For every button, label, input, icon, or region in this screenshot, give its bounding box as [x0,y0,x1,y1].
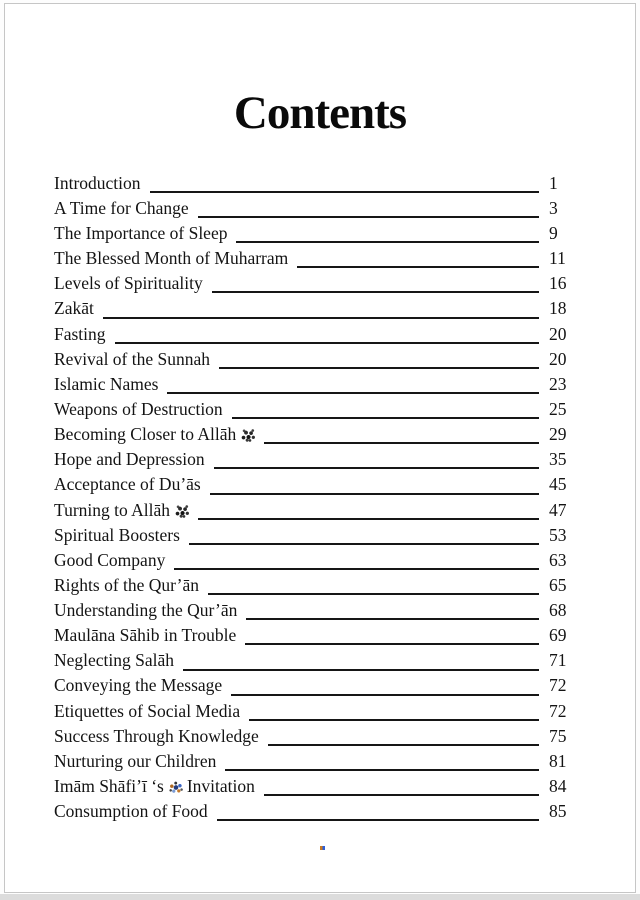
toc-row [54,774,575,799]
toc-entry-title: Becoming Closer to Allāh [54,422,255,447]
leader-line [198,216,539,218]
toc-row [54,397,575,422]
toc-row [54,447,575,472]
page-title: Contents [233,87,407,139]
page-number: 29 [549,424,567,445]
page-bottom-edge [0,894,640,900]
toc-entry-title: Weapons of Destruction [54,398,223,419]
page-number: 65 [549,574,567,595]
page-number: 45 [549,474,567,495]
toc-entry-title: Introduction [54,172,141,193]
toc-row [54,372,575,397]
page-number: 23 [549,373,567,394]
leader-line [231,694,539,696]
page-number: 16 [549,273,567,294]
page-number: 47 [549,499,567,520]
leader-line [167,392,539,394]
toc-row [54,749,575,774]
toc-row [54,246,575,271]
toc-row [54,221,575,246]
toc-row [54,623,575,648]
rahimahullah-honorific-icon [169,781,183,794]
page-number: 75 [549,725,567,746]
leader-line [245,643,539,645]
leader-line [297,266,539,268]
page-number: 20 [549,323,567,344]
toc-entry-title: Conveying the Message [54,675,223,696]
toc-entry-title: Good Company [54,549,166,570]
toc-entry-title: Islamic Names [54,373,159,394]
leader-line [174,568,539,570]
leader-line [214,467,539,469]
leader-line [189,543,539,545]
toc-row [54,799,575,824]
toc-entry-title: Understanding the Qur’ān [54,600,238,621]
page-number: 25 [549,398,567,419]
leader-line [183,669,539,671]
toc-row [54,523,575,548]
jalla-jalaluhu-honorific-icon [175,505,189,518]
toc-row [54,724,575,749]
page-number: 35 [549,449,567,470]
leader-line [225,769,539,771]
toc-row [54,347,575,372]
toc-row [54,699,575,724]
toc-entry-title: A Time for Change [54,197,189,218]
toc-entry-title: Imām Shāfi’ī ‘s Invitation [54,776,255,797]
toc-entry-title: Hope and Depression [54,449,205,470]
toc-row [54,548,575,573]
toc-entry-title-after: Invitation [186,776,255,797]
page [4,3,636,893]
page-number: 3 [549,197,558,218]
toc-entry-title: Neglecting Salāh [54,650,175,671]
toc-row [54,674,575,699]
leader-line [264,794,539,796]
toc-entry-title: Consumption of Food [54,801,208,822]
toc-row [54,648,575,673]
toc-entry-title: The Blessed Month of Muharram [54,248,289,269]
page-number: 84 [549,776,567,797]
toc-entry-title: Maulāna Sāhib in Trouble [54,625,237,646]
toc-entry-title: Zakāt [54,298,94,319]
toc-entry-title: Spiritual Boosters [54,524,180,545]
page-number: 69 [549,625,567,646]
page-number: 85 [549,801,567,822]
toc-row [54,498,575,523]
toc-row [54,598,575,623]
leader-line [212,291,539,293]
page-number: 72 [549,675,567,696]
toc-row [54,196,575,221]
leader-line [264,442,539,444]
page-number: 68 [549,600,567,621]
page-number: 63 [549,549,567,570]
page-number: 81 [549,750,567,771]
leader-line [150,191,539,193]
toc-row [54,296,575,321]
page-number: 1 [549,172,558,193]
leader-line [232,417,539,419]
leader-line [219,367,539,369]
toc-row [54,171,575,196]
page-number: 71 [549,650,567,671]
leader-line [103,317,539,319]
toc-row [54,472,575,497]
toc-row [54,573,575,598]
toc-entry-title: Fasting [54,323,106,344]
page-number: 11 [549,248,566,269]
leader-line [268,744,539,746]
toc-entry-title: Revival of the Sunnah [54,348,211,369]
toc-entry-title: Rights of the Qur’ān [54,574,199,595]
toc-list [5,171,635,825]
footer-ornament-icon [320,846,325,850]
toc-entry-title: Etiquettes of Social Media [54,700,241,721]
toc-row [54,271,575,296]
toc-entry-title: Turning to Allāh [54,498,189,523]
leader-line [208,593,539,595]
toc-entry-title: Acceptance of Du’ās [54,474,201,495]
page-number: 20 [549,348,567,369]
leader-line [210,493,539,495]
leader-line [217,819,539,821]
leader-line [249,719,539,721]
leader-line [246,618,539,620]
jalla-jalaluhu-honorific-icon [241,429,255,442]
toc-row [54,322,575,347]
page-number: 53 [549,524,567,545]
leader-line [198,518,539,520]
leader-line [236,241,539,243]
page-number: 72 [549,700,567,721]
page-number: 18 [549,298,567,319]
toc-entry-title: The Importance of Sleep [54,222,228,243]
toc-entry-title: Success Through Knowledge [54,725,259,746]
page-number: 9 [549,222,558,243]
toc-row [54,422,575,447]
toc-entry-title: Levels of Spirituality [54,273,203,294]
leader-line [115,342,539,344]
toc-entry-title: Nurturing our Children [54,750,217,771]
